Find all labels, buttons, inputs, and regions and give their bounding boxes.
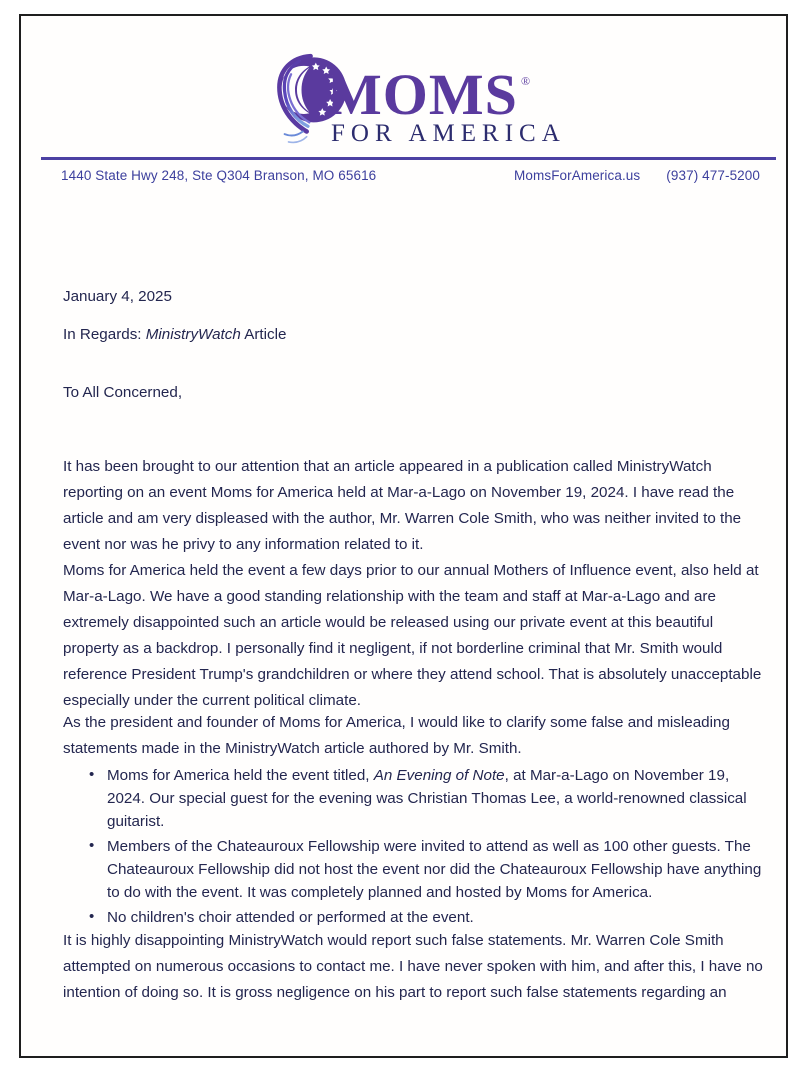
letterhead-address: 1440 State Hwy 248, Ste Q304 Branson, MO 65616 bbox=[61, 168, 377, 183]
bullet-text: Members of the Chateauroux Fellowship were invited to attend as well as 100 other guests. The Chateauroux Fellowship did not host the event nor did the Chateauroux Fellowship have anything to do with the event. It was completely planned and hosted by Moms for America. bbox=[107, 838, 762, 901]
brand-tagline: FOR AMERICA bbox=[331, 120, 566, 147]
letter-paragraph-2: Moms for America held the event a few days prior to our annual Mothers of Influence event, also held at Mar-a-Lago. We have a good standing relationship with the team and staff at Mar-a-Lago and are extremely disappointed such an article would be released using our private event at this beautiful property as a backdrop. I personally find it negligent, if not borderline criminal that Mr. Smith would reference President Trump's grandchildren or where they attend school. That is absolutely unacceptable especially under the current political climate. bbox=[63, 562, 762, 709]
letter-paragraph-3: As the president and founder of Moms for America, I would like to clarify some false and misleading statements made in the MinistryWatch article authored by Mr. Smith. bbox=[63, 714, 730, 757]
letterhead-contact-row bbox=[61, 168, 760, 183]
letter-paragraph-1: It has been brought to our attention that an article appeared in a publication called MinistryWatch reporting on an event Moms for America held at Mar-a-Lago on November 19, 2024. I have read the article and am very displeased with the author, Mr. Warren Cole Smith, who was neither invited to the event nor was he privy to any information related to it. bbox=[63, 458, 742, 553]
bullet-text: , at Mar-a-Lago on November 19, 2024. Our special guest for the evening was Christian Thomas Lee, a world-renowned classical guitarist. bbox=[107, 767, 747, 830]
letterhead-website: MomsForAmerica.us bbox=[514, 168, 641, 183]
brand-wordmark: MOMS bbox=[327, 62, 518, 127]
letter-subject-line bbox=[63, 322, 769, 348]
bullet-event-name-italic: An Evening of Note bbox=[373, 767, 505, 784]
bullet-item-event-title bbox=[107, 764, 769, 833]
letterhead-divider bbox=[41, 157, 776, 160]
letterhead-contact-right bbox=[514, 168, 760, 183]
clarification-bullet-list bbox=[63, 764, 769, 931]
bullet-item-fellowship bbox=[107, 835, 769, 904]
letter-salutation: To All Concerned, bbox=[63, 384, 183, 401]
registered-trademark-symbol: ® bbox=[521, 74, 531, 88]
letter-date: January 4, 2025 bbox=[63, 288, 172, 305]
subject-publication-name: MinistryWatch bbox=[145, 326, 241, 343]
subject-prefix: In Regards: bbox=[63, 326, 146, 343]
bullet-item-choir bbox=[107, 906, 769, 929]
letterhead-phone: (937) 477-5200 bbox=[666, 168, 760, 183]
bullet-text: Moms for America held the event titled, bbox=[107, 767, 374, 784]
bullet-text: No children's choir attended or performed at the event. bbox=[107, 909, 474, 926]
letter-paragraph-4: It is highly disappointing MinistryWatch would report such false statements. Mr. Warren Cole Smith attempted on numerous occasions to contact me. I have never spoken with him, and after this, I have no intention of doing so. It is gross negligence on his part to report such false statements regarding an bbox=[63, 932, 763, 1001]
letter-page bbox=[19, 14, 788, 1058]
subject-suffix: Article bbox=[240, 326, 287, 343]
